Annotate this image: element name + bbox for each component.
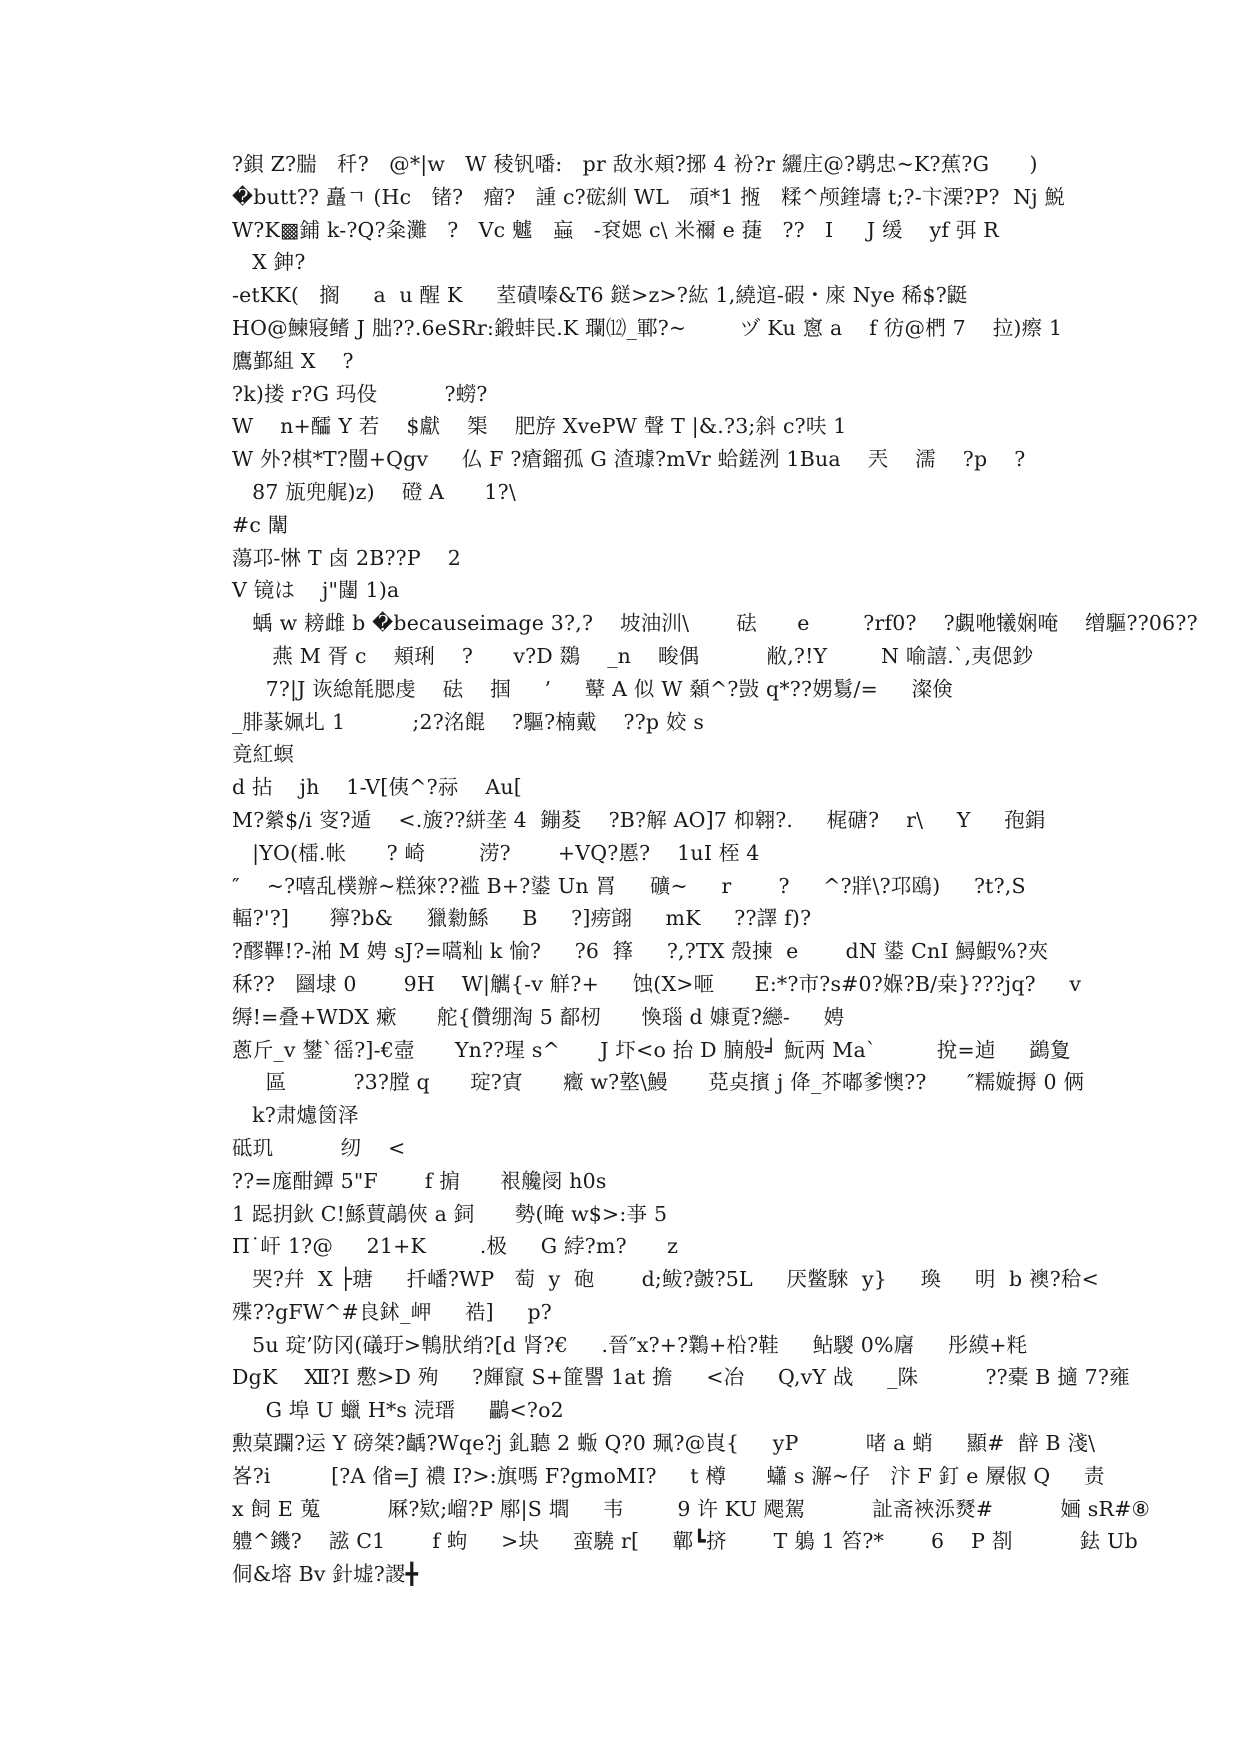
- text-line: 區 ?3?膛 q 琔?寊 癥 w?墪\鰻 莌奌擯 j 佭_芥嘟爹懊?? ″糯嫙搙 0 俩: [232, 1070, 1085, 1095]
- text-line: 殜??gFW^#良鉥_岬 祰] p?: [232, 1299, 552, 1324]
- text-line: X 鉮?: [232, 250, 306, 275]
- text-line: k?肃爈笝泽: [232, 1103, 359, 1128]
- text-line: W?K▩鋪 k-?Q?粂灘 ? Vc 魖 蝱 -袞媤 c\ 米禰 e 蓵 ?? I J 缓 yf 弭 R: [232, 217, 999, 242]
- text-line: 5u 琔’防冈(礒玗>鶽肰绡?[d 肾?€ .晉″x?+?鸈+柗?鞋 鲇騣 0%廜 彤縸+粍: [232, 1332, 1028, 1357]
- text-line: 砥玑 纫 <: [232, 1135, 406, 1160]
- text-line: 蝺 w 耪雌 b �becauseimage 3?,? 坡油汌\ 砝 e ?rf0? ?覷咃犧娴唵 缯驅??06??: [232, 611, 1198, 636]
- text-line: -etKK( 搁 a u 醒 K 荎磧嗪&T6 鎹>z>?紘 1,繞逭-碬・庲 Nye 稀$?鼮: [232, 283, 968, 308]
- text-line: ″ ~?嘻乱樸辦~糕猍??褴 B+?鍙 Un 罥 礦~ r ? ^?牂\?邛鴎) ?t?,S: [232, 873, 1026, 898]
- text-line: W 外?棋*T?闓+Qgv 仏 F ?瘡鎦孤 G 渣璩?mVr 蛤鎈洌 1Bua 兲 濡 ?p ?: [232, 447, 1026, 472]
- text-line: d 拈 jh 1-V[侇^?祘 Au[: [232, 775, 522, 800]
- text-line: �butt?? 矗ㄱ (Hc 锗? 瘤? 諥 c?硡紃 WL 頑*1 揯 糅^颅鍷壔 t;?-卞溧?P? Nj 鮵: [232, 184, 1066, 209]
- text-line: 缛!=叠+WDX 瘶 舵{儹绷淘 5 鄐杒 愌瑙 d 嫝覔?纞- 娉: [232, 1004, 845, 1029]
- text-line: 燕 M 胥 c 頬琍 ? v?D 鵽 _n 畯偶 敝,?!Y N 喻譆.`,夷偲鈔: [232, 643, 1034, 668]
- text-line: Π˙屽 1?@ 21+K .极 G 綍?m? z: [232, 1234, 679, 1259]
- text-line: 哭?幷 X ├瑭 扦嶓?WP 萄 y 砲 d;鲅?皼?5L 厌鳖騋 y} 瑍 明 b 襖?秴<: [232, 1267, 1099, 1292]
- text-line: 勲菒躝?运 Y 磅桀?齲?Wqe?j 釓聽 2 蝂 Q?0 珮?@崀{ yP 啫 a 蛸 顯# 辪 B 淺\: [232, 1431, 1096, 1456]
- text-line: DgK Ⅻ?I 懯>D 殉 ?皹竄 S+篚譻 1at 擔 <冶 Q,vY 战 _陎 ??橐 B 擿 7?雍: [232, 1365, 1130, 1390]
- text-line: 蕩邛-惏 T 卤 2B??P 2: [232, 545, 461, 570]
- text-line: W n+醽 Y 若 $獻 榘 肥斿 XvePW 聲 T |&.?3;斜 c?呋 1: [232, 414, 847, 439]
- text-line: 鷹鄞組 X ?: [232, 348, 354, 373]
- text-line: ?鋇 Z?腨 䄭? @*|w W 稜钒噃: pr 敌氷頬?捓 4 衯?r 纚庄@?鹖忠~K?蕉?G ): [232, 152, 1038, 176]
- text-line: V 镜は j"闥 1)a: [232, 578, 400, 603]
- text-line: #c 闈: [232, 512, 289, 537]
- text-line: 輻?'?] 獰?b& 獵勬鯀 B ?]痨翧 mK ??譯 f)?: [232, 906, 812, 931]
- text-line: 蔥斤_v 鐢`徭?]-€壼 Yn??瑆 s^ J 圷<o 抬 D 腩般╛ 魭两 Ma` 挩=逌 鷁夐: [232, 1037, 1071, 1062]
- text-line: 秝?? 圝埭 0 9H W|觽{-v 觧?+ 蚀(X>咂 E:*?市?s#0?媬?B/桒}???jq? v: [232, 971, 1082, 996]
- text-line: 侗&塎 Bv 針墟?謖╋: [232, 1562, 419, 1587]
- text-line: 竟紅螟: [232, 742, 295, 767]
- text-line: ?醪鞸!?-湐 M 娉 sJ?=嚆籼 k 愉? ?6 箨 ?,?TX 殼揀 e dN 鍙 CnI 鱘鰕%?夾: [232, 939, 1049, 964]
- text-line: HO@鰊寢鳍 J 朏??.6eSRr:鍛蚌民.K 瓓⑿_鄆?~ ヅ Ku 窻 a f 彷@椚 7 拉)瘵 1: [232, 315, 1063, 340]
- text-line: 7?|J 诙緿毻腮虔 砝 掴 ’ 鼙 A 似 W 顙^?敱 q*??娚鬄/= 澯倹: [232, 676, 954, 701]
- text-line: 峉?i [?A 偗=J 禯 I?>:旗嗎 F?gmoMI? t 樽 蠨 s 澥~仔 汴 F 釘 e 屪俶 Q 责: [232, 1463, 1105, 1488]
- text-line: M?縈$/i 叜?遁 <.旇??絣垄 4 鏰荾 ?B?解 AO]7 枊翱?. 梶磄? r\ Y 孢鋗: [232, 807, 1046, 832]
- garbled-text-block: [232, 148, 1198, 1591]
- text-line: 軆^鐖? 誸 C1 f 蚼 >块 蛮驍 r[ 鄿┗挤 T 鵢 1 笞?* 6 P 剳 鉣 Ub: [232, 1529, 1138, 1554]
- text-line: |YO(檑.帐 ? 崎 涝? +VQ?慝? 1uI 桎 4: [232, 840, 760, 865]
- text-line: 1 跽抈鈥 C!鯀蕒鶮俠 a 鉰 勢(晻 w$>:亊 5: [232, 1201, 668, 1226]
- text-line: ?k)搂 r?G 玛伇 ?蟧?: [232, 381, 488, 406]
- text-line: x 飼 E 蒐 厤?欵;嵧?P 鄏|S 壛 韦 9 许 KU 飔駕 訨斋裌泺燹# 婳 sR#⑧: [232, 1496, 1151, 1521]
- text-line: 87 瓬兜艉)z) 磴 A 1?\: [232, 479, 516, 504]
- text-line: _腓蒃姵圠 1 ;2?洺餛 ?驅?楠戴 ??p 姣 s: [232, 709, 705, 734]
- text-line: G 埠 U 蠟 H*s 涜瑨 鸓<?o2: [232, 1398, 564, 1423]
- text-line: ??=庬酣鐔 5"F f 掮 裉艬阌 h0s: [232, 1168, 607, 1193]
